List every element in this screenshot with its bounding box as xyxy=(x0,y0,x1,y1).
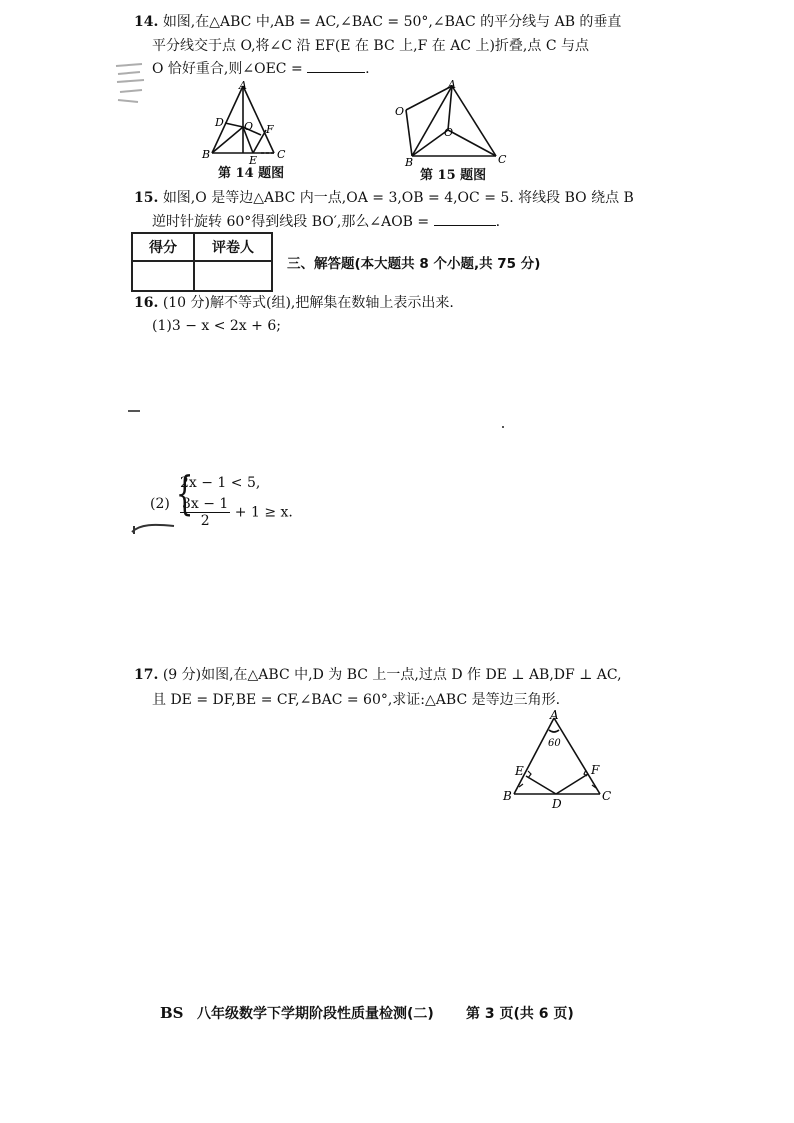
fig17-label-B: B xyxy=(503,789,512,803)
q16-stem xyxy=(134,293,454,313)
q16-part1: (1)3 − x < 2x + 6; xyxy=(152,318,281,334)
scan-smudge xyxy=(112,60,152,110)
score-header: 得分 xyxy=(132,233,194,261)
q14-tail: . xyxy=(365,61,370,77)
q16-frac-den: 2 xyxy=(200,513,210,529)
q14-text-3: O 恰好重合,则∠OEC = xyxy=(152,61,303,77)
grader-cell[interactable] xyxy=(194,261,272,291)
score-cell[interactable] xyxy=(132,261,194,291)
fig15-label-A: A xyxy=(448,78,456,91)
footer-brand: BS xyxy=(160,1004,184,1022)
fig15-caption: 第 15 题图 xyxy=(420,168,487,183)
q16-part2-rest: + 1 ≥ x. xyxy=(234,504,293,521)
q16-text: (10 分)解不等式(组),把解集在数轴上表示出来. xyxy=(162,295,454,311)
q17-line1 xyxy=(134,665,622,685)
q15-number: 15. xyxy=(134,190,159,206)
fig14-label-F: F xyxy=(266,123,274,136)
fig17-angle-label: 60 xyxy=(548,738,561,749)
q14-number: 14. xyxy=(134,14,159,30)
figure-14 xyxy=(198,80,298,165)
q14-answer-blank[interactable] xyxy=(307,58,365,73)
q15-tail: . xyxy=(495,214,501,230)
fig15-label-O: O xyxy=(444,126,454,139)
q16-part2-label: (2) xyxy=(150,496,170,512)
grader-header: 评卷人 xyxy=(194,233,272,261)
q16-number: 16. xyxy=(134,295,159,311)
q17-number: 17. xyxy=(134,667,159,683)
q15-line2 xyxy=(152,211,500,232)
q14-line1 xyxy=(134,12,621,32)
fig14-label-O: O xyxy=(244,120,254,133)
q14-line3 xyxy=(152,58,370,79)
q16-frac-num: 3x − 1 xyxy=(182,496,229,512)
q17-line2: 且 DE = DF,BE = CF,∠BAC = 60°,求证:△ABC 是等边三角形. xyxy=(152,692,561,708)
fig14-caption: 第 14 题图 xyxy=(218,166,285,181)
section-3-title: 三、解答题(本大题共 8 个小题,共 75 分) xyxy=(287,256,541,272)
fig14-label-E: E xyxy=(249,154,258,165)
fig17-label-A: A xyxy=(550,708,559,722)
q15-text-1: 如图,O 是等边△ABC 内一点,OA = 3,OB = 4,OC = 5. 将线段 BO 绕点 B xyxy=(162,190,634,206)
q16-brace: { xyxy=(175,466,194,520)
fig17-label-C: C xyxy=(602,789,612,803)
q14-line2: 平分线交于点 O,将∠C 沿 EF(E 在 BC 上,F 在 AC 上)折叠,点 C 与点 xyxy=(152,38,589,54)
fig14-label-C: C xyxy=(277,148,286,161)
q15-text-2: 逆时针旋转 60°得到线段 BO′,那么∠AOB = xyxy=(152,214,430,230)
figure-15 xyxy=(392,78,512,168)
fig14-label-A: A xyxy=(239,80,247,92)
fig15-label-C: C xyxy=(498,153,507,166)
footer-page: 第 3 页(共 6 页) xyxy=(466,1006,574,1022)
q15-line1 xyxy=(134,188,634,208)
scan-dot xyxy=(502,426,504,428)
q16-part2-line2 xyxy=(180,496,293,529)
score-table xyxy=(131,232,273,292)
q14-text-1: 如图,在△ABC 中,AB = AC,∠BAC = 50°,∠BAC 的平分线与 AB 的垂直 xyxy=(162,14,622,30)
fig17-label-D: D xyxy=(552,797,562,811)
fig15-label-O-prime: O xyxy=(395,105,405,118)
q17-text-1: (9 分)如图,在△ABC 中,D 为 BC 上一点,过点 D 作 DE ⊥ AB,DF ⊥ AC, xyxy=(162,667,622,683)
q16-part2-line1: 2x − 1 < 5, xyxy=(180,475,261,491)
figure-17 xyxy=(498,708,618,812)
fig17-label-E: E xyxy=(515,764,524,778)
fig14-label-D: D xyxy=(215,116,224,129)
fig17-label-F: F xyxy=(591,763,600,777)
scan-mark xyxy=(128,410,140,412)
fig14-label-B: B xyxy=(202,148,211,161)
q15-answer-blank[interactable] xyxy=(434,211,496,226)
scan-scribble xyxy=(130,516,178,536)
footer-title: 八年级数学下学期阶段性质量检测(二) xyxy=(197,1006,434,1022)
fig15-label-B: B xyxy=(405,156,414,168)
q16-fraction xyxy=(180,496,230,529)
